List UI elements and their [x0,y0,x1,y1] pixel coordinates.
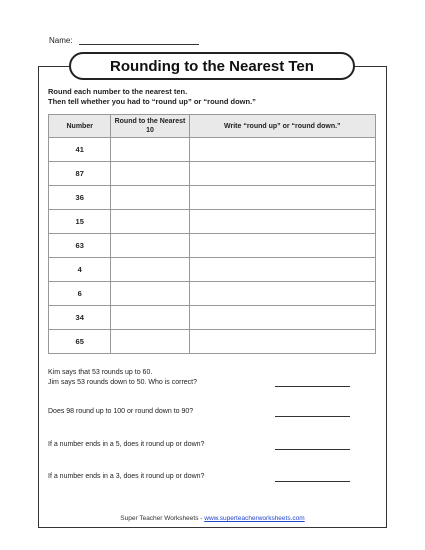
number-cell: 36 [49,186,111,210]
question-2-answer-line[interactable] [275,416,350,417]
number-cell: 41 [49,138,111,162]
question-3: If a number ends in a 5, does it round up or down? [48,441,205,448]
rounding-table [48,114,376,354]
number-cell: 4 [49,258,111,282]
rounded-answer-cell[interactable] [111,282,189,306]
footer-brand: Super Teacher Worksheets [120,515,199,522]
instructions-line-2: Then tell whether you had to “round up” or “round down.” [48,97,256,106]
number-cell: 15 [49,210,111,234]
question-1-line-2: Jim says 53 rounds down to 50. Who is correct? [48,379,198,386]
direction-answer-cell[interactable] [189,282,375,306]
table-row [49,210,376,234]
footer-link[interactable]: www.superteacherworksheets.com [204,515,305,522]
number-cell: 65 [49,330,111,354]
number-cell: 6 [49,282,111,306]
table-row [49,282,376,306]
question-4: If a number ends in a 3, does it round up or down? [48,473,205,480]
table-row [49,330,376,354]
question-2: Does 98 round up to 100 or round down to 90? [48,408,194,415]
table-row [49,162,376,186]
header-round-nearest-10: Round to the Nearest 10 [111,115,189,138]
question-3-answer-line[interactable] [275,449,350,450]
question-1 [48,368,197,388]
rounded-answer-cell[interactable] [111,210,189,234]
rounded-answer-cell[interactable] [111,234,189,258]
footer-separator: - [198,515,205,522]
question-1-answer-line[interactable] [275,386,350,387]
instructions-line-1: Round each number to the nearest ten. [48,87,188,96]
question-1-line-1: Kim says that 53 rounds up to 60. [48,369,153,376]
name-field-line[interactable] [79,44,199,45]
header-number: Number [49,115,111,138]
footer [0,515,425,522]
direction-answer-cell[interactable] [189,186,375,210]
header-round-up-down: Write “round up” or “round down.” [189,115,375,138]
direction-answer-cell[interactable] [189,306,375,330]
rounded-answer-cell[interactable] [111,306,189,330]
table-row [49,258,376,282]
direction-answer-cell[interactable] [189,330,375,354]
table-header-row [49,115,376,138]
direction-answer-cell[interactable] [189,234,375,258]
direction-answer-cell[interactable] [189,210,375,234]
table-row [49,138,376,162]
number-cell: 63 [49,234,111,258]
name-label: Name: [49,36,73,45]
rounded-answer-cell[interactable] [111,162,189,186]
table-row [49,234,376,258]
number-cell: 34 [49,306,111,330]
direction-answer-cell[interactable] [189,162,375,186]
rounded-answer-cell[interactable] [111,330,189,354]
rounded-answer-cell[interactable] [111,186,189,210]
instructions [48,87,256,107]
worksheet-title: Rounding to the Nearest Ten [69,52,355,80]
table-row [49,306,376,330]
number-cell: 87 [49,162,111,186]
rounded-answer-cell[interactable] [111,258,189,282]
question-4-answer-line[interactable] [275,481,350,482]
table-row [49,186,376,210]
direction-answer-cell[interactable] [189,138,375,162]
rounded-answer-cell[interactable] [111,138,189,162]
direction-answer-cell[interactable] [189,258,375,282]
